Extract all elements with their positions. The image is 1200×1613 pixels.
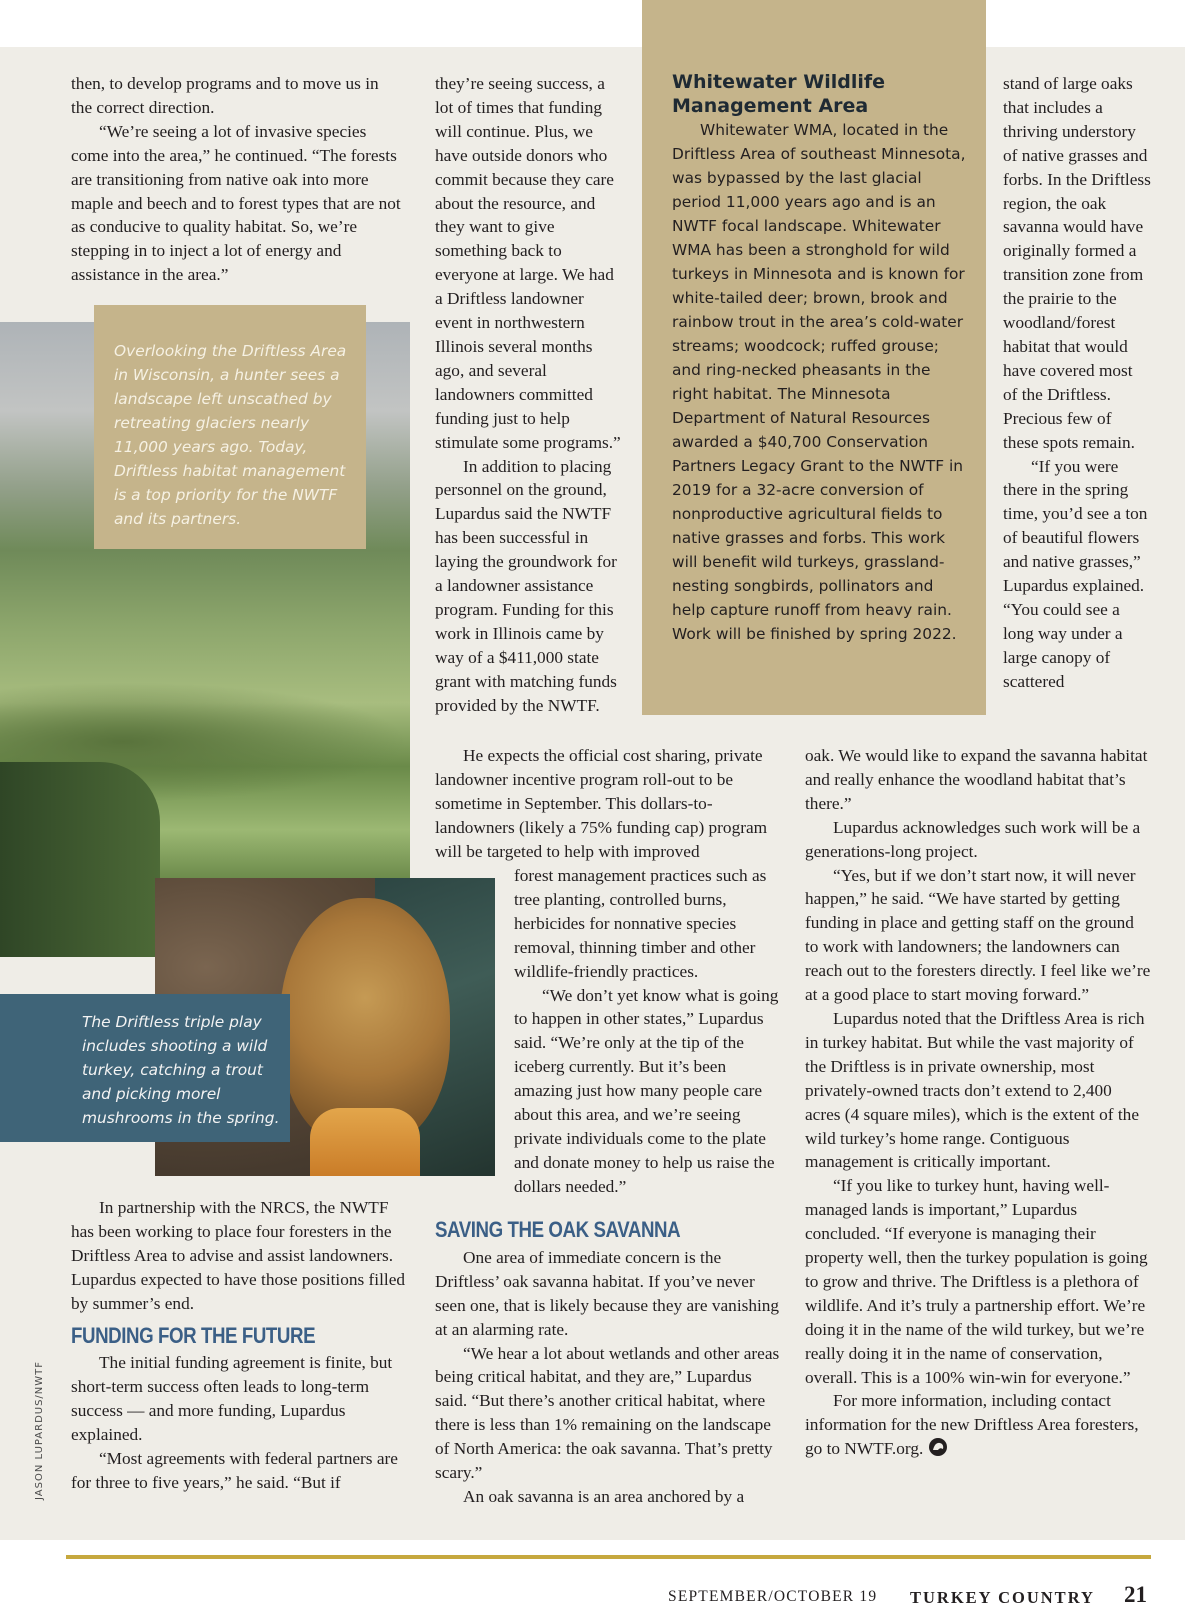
heading-funding: FUNDING FOR THE FUTURE: [71, 1322, 316, 1348]
sidebar-box: [642, 0, 986, 715]
paragraph: oak. We would like to expand the savanna habitat and really enhance the woodland habitat that’s there.”: [805, 746, 1148, 813]
column-3-bottom-text: [805, 744, 1151, 1461]
paragraph: For more information, including contact information for the new Driftless Area foresters, go to NWTF.org.: [805, 1391, 1139, 1459]
sidebar-content: [672, 70, 968, 646]
column-4-top: [1003, 72, 1151, 694]
paragraph: stand of large oaks that includes a thriving understory of native grasses and forbs. In the Driftless region, the oak savanna would have originally formed a transition zone from the prairie to the woodland/forest habitat that would have covered most of the Driftless. Precious few of these spots remain.: [1003, 74, 1151, 452]
column-2-oak-section: [435, 1210, 780, 1509]
landscape-foreground-tree: [0, 762, 160, 957]
paragraph: “We’re seeing a lot of invasive species come into the area,” he continued. “The forests are transitioning from native oak into more maple and beech and to forest types that are not as conducive to quality habitat. So, we’re stepping in to inject a lot of energy and assistance in the area.”: [71, 121, 401, 285]
paragraph: then, to develop programs and to move us in the correct direction.: [71, 74, 379, 117]
paragraph: In addition to placing personnel on the ground, Lupardus said the NWTF has been successful in laying the groundwork for a landowner assistance program. Funding for this work in Illinois came by way of a $411,000 state grant with matching funds provided by the NWTF.: [435, 456, 617, 715]
column-3-bottom: [805, 744, 1151, 1461]
paragraph: The initial funding agreement is finite, but short-term success often leads to long-term success — and more funding, Lupardus explained.: [71, 1353, 393, 1445]
column-2-beside-photo: [514, 864, 784, 1199]
column-1-top: [71, 72, 401, 287]
landscape-caption: Overlooking the Driftless Area in Wisconsin, a hunter sees a landscape left unscathed by retreating glaciers nearly 11,000 years ago. Today, Driftless habitat management is a top priority for the NWTF and its partners.: [114, 342, 347, 528]
column-2-oak-text: [435, 1246, 780, 1509]
sidebar-title: [672, 70, 968, 118]
turkey-logo-icon: [927, 1437, 949, 1457]
footer-rule: [66, 1555, 1151, 1559]
photo-credit: JASON LUPARDUS/NWTF: [34, 1360, 45, 1500]
heading-oak-savanna: SAVING THE OAK SAVANNA: [435, 1217, 681, 1242]
paragraph: “We don’t yet know what is going to happen in other states,” Lupardus said. “We’re only at the tip of the iceberg currently. But it’s been amazing just how many people care about this area, and we’re seeing private individuals come to the plate and donate money to help us raise the dollars needed.”: [514, 985, 779, 1196]
sidebar-body: Whitewater WMA, located in the Driftless Area of southeast Minnesota, was bypassed by the last glacial period 11,000 years ago and is an NWTF focal landscape. Whitewater WMA has been a stronghold for wild turkeys in Minnesota and is known for white-tailed deer; brown, brook and rainbow trout in the area’s cold-water streams; woodcock; ruffed grouse; and ring-necked pheasants in the right habitat. The Minnesota Department of Natural Resources awarded a $40,700 Conservation Partners Legacy Grant to the NWTF in 2019 for a 32-acre conversion of nonproductive agricultural fields to native grasses and forbs. This work will benefit wild turkeys, grassland-nesting songbirds, pollinators and help capture runoff from heavy rain. Work will be finished by spring 2022.: [672, 121, 966, 643]
morel-mushroom-stem: [310, 1108, 420, 1176]
column-1-bottom: [71, 1196, 411, 1495]
paragraph: In partnership with the NRCS, the NWTF has been working to place four foresters in the Driftless Area to advise and assist landowners. Lupardus expected to have those positions filled by summer’s end.: [71, 1198, 406, 1313]
column-2-top: [435, 72, 625, 717]
sidebar-title-line1: Whitewater Wildlife: [672, 71, 886, 93]
morel-caption-box: [0, 994, 290, 1142]
footer-issue: SEPTEMBER/OCTOBER 19: [668, 1588, 878, 1605]
paragraph: they’re seeing success, a lot of times that funding will continue. Plus, we have outside donors who commit because they care about the resource, and they want to give something back to everyone at large. We had a Driftless landowner event in northwestern Illinois several months ago, and several landowners committed funding just to help stimulate some programs.”: [435, 74, 621, 452]
paragraph: An oak savanna is an area anchored by a: [463, 1486, 745, 1506]
paragraph: “We hear a lot about wetlands and other areas being critical habitat, and they are,” Lupardus said. “But there’s another critical habitat, where there is less than 1% remaining on the landscape of North America: the oak savanna. That’s pretty scary.”: [435, 1343, 780, 1483]
column-1-bottom-text: [71, 1196, 411, 1316]
paragraph: forest management practices such as tree planting, controlled burns, herbicides for nonnative species removal, thinning timber and other wildlife-friendly practices.: [514, 866, 767, 981]
paragraph: “Most agreements with federal partners are for three to five years,” he said. “But if: [71, 1449, 398, 1492]
paragraph: “Yes, but if we don’t start now, it will never happen,” he said. “We have started by getting funding in place and getting staff on the ground to work with landowners; the landowners can reach out to the foresters directly. I feel like we’re at a good place to start moving forward.”: [805, 865, 1151, 1005]
paragraph: “If you were there in the spring time, you’d see a ton of beautiful flowers and native grasses,” Lupardus explained. “You could see a long way under a large canopy of scattered: [1003, 456, 1148, 691]
paragraph: “If you like to turkey hunt, having well-managed lands is important,” Lupardus concluded. “If everyone is managing their property well, then the turkey population is going to grow and thrive. The Driftless is a plethora of wildlife. And it’s truly a partnership effort. We’re doing it in the name of the wild turkey, but we’re really doing it in the name of conservation, overall. This is a 100% win-win for everyone.”: [805, 1176, 1148, 1387]
column-2-wide: [435, 744, 780, 864]
page-number: 21: [1124, 1582, 1147, 1607]
paragraph: Lupardus noted that the Driftless Area is rich in turkey habitat. But while the vast majority of the Driftless is in private ownership, most privately-owned tracts don’t extend to 2,400 acres (4 square miles), which is the extent of the wild turkey’s home range. Contiguous management is critically important.: [805, 1008, 1145, 1172]
morel-caption: The Driftless triple play includes shooting a wild turkey, catching a trout and picking morel mushrooms in the spring.: [82, 1013, 280, 1127]
paragraph: He expects the official cost sharing, private landowner incentive program roll-out to be sometime in September. This dollars-to-landowners (likely a 75% funding cap) program will be targeted to help with improved: [435, 746, 768, 861]
paragraph: Lupardus acknowledges such work will be a generations-long project.: [805, 817, 1141, 861]
sidebar-title-line2: Management Area: [672, 95, 869, 117]
column-1-funding-text: [71, 1351, 411, 1494]
paragraph: One area of immediate concern is the Driftless’ oak savanna habitat. If you’ve never seen one, that is likely because they are vanishing at an alarming rate.: [435, 1247, 780, 1339]
landscape-caption-box: [94, 305, 366, 549]
footer-magazine-name: TURKEY COUNTRY: [910, 1588, 1095, 1607]
